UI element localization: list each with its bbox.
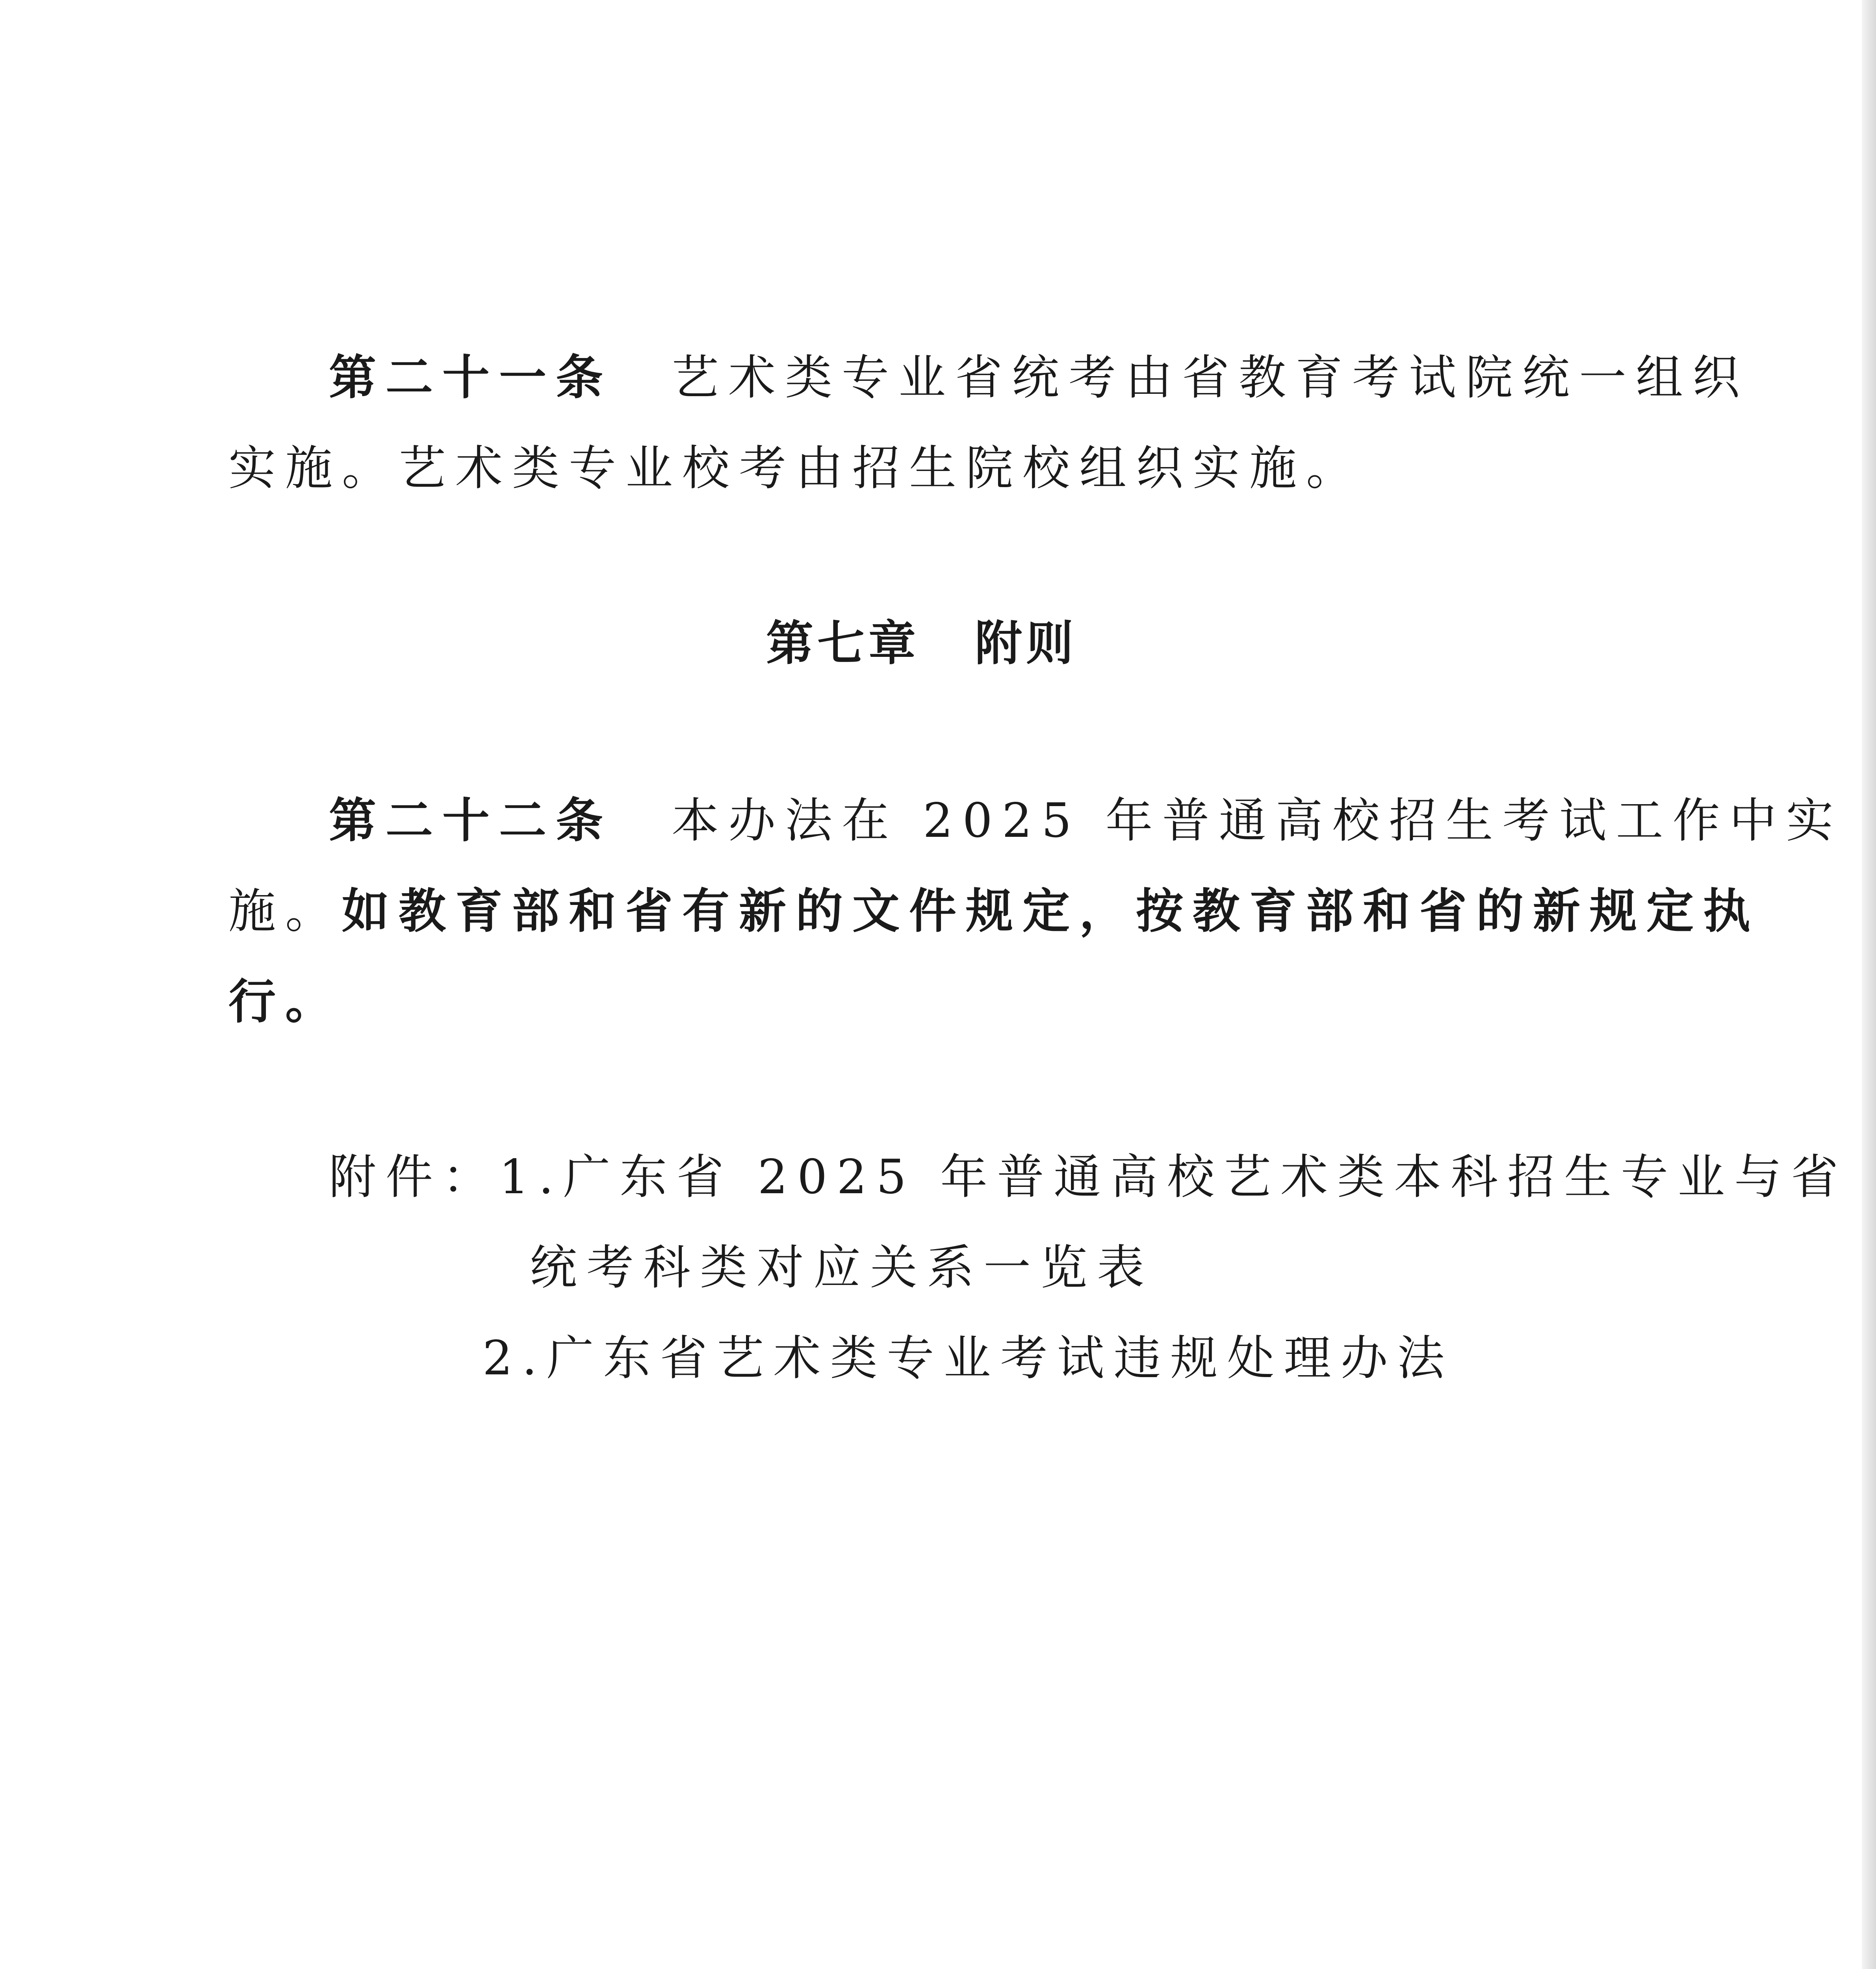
article-22-line-3: 行。 <box>228 975 342 1029</box>
article-22-line-2 <box>228 882 1760 941</box>
attachments-label: 附件： <box>329 1150 499 1205</box>
chapter-number: 第七章 <box>766 616 920 671</box>
page-edge <box>1862 0 1876 1969</box>
attachments-line-1 <box>329 1148 1848 1207</box>
chapter-name: 附则 <box>975 616 1077 671</box>
article-21-line-2: 实施。艺术类专业校考由招生院校组织实施。 <box>228 441 1363 496</box>
article-21-text-1: 艺术类专业省统考由省教育考试院统一组织 <box>672 350 1749 405</box>
article-22-title: 第二十二条 <box>329 794 612 848</box>
attachment-1-text-1: 1.广东省 2025 年普通高校艺术类本科招生专业与省 <box>499 1150 1848 1205</box>
attachment-2: 2.广东省艺术类专业考试违规处理办法 <box>482 1331 1454 1386</box>
article-22-text-1: 本办法在 2025 年普通高校招生考试工作中实 <box>672 794 1843 848</box>
article-22-text-2: 施。 <box>228 884 342 939</box>
article-22-bold-text: 如教育部和省有新的文件规定，按教育部和省的新规定执 <box>342 884 1760 939</box>
article-21-title: 第二十一条 <box>329 350 612 405</box>
chapter-heading <box>0 614 1843 673</box>
article-21-line-1 <box>329 349 1749 408</box>
article-22-line-1 <box>329 792 1843 851</box>
attachment-1-line-2: 统考科类对应关系一览表 <box>530 1240 1154 1295</box>
